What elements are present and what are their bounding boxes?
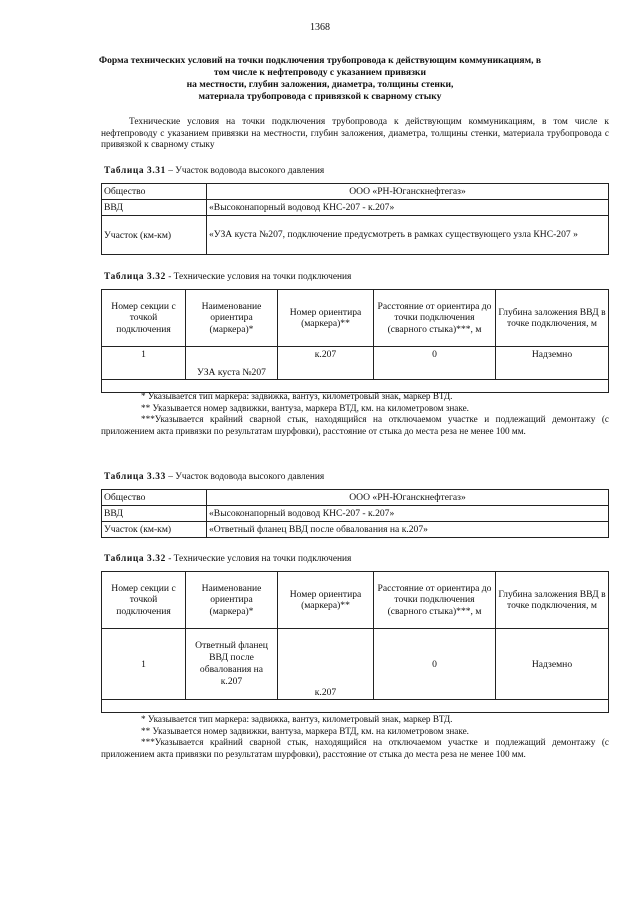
table-333	[101, 489, 609, 538]
table-row	[102, 522, 609, 538]
table-331-caption	[104, 166, 324, 176]
page-number: 1368	[310, 22, 330, 33]
cell-name: Ответный фланец ВВД после обвалования на к.207	[186, 629, 278, 700]
note-2: ** Указывается номер задвижки, вантуза, маркера ВТД, км. на километровом знаке.	[141, 725, 469, 736]
cell-section: 1	[102, 629, 186, 700]
caption-label: Таблица 3.32	[104, 272, 166, 282]
header-cell: Номер секции с точкой подключения	[102, 572, 186, 629]
notes-a	[101, 391, 609, 437]
row-label: ВВД	[102, 506, 207, 522]
row-label: Общество	[102, 184, 207, 200]
table-333-caption	[104, 472, 324, 482]
table-332a-caption	[104, 272, 351, 282]
table-332b	[101, 571, 609, 713]
table-row	[102, 200, 609, 216]
caption-label: Таблица 3.33	[104, 472, 166, 482]
cell-section: 1	[102, 347, 186, 380]
row-value: «Высоконапорный водовод КНС-207 - к.207»	[207, 506, 609, 522]
table-332b-caption	[104, 554, 351, 564]
heading-line: материала трубопровода с привязкой к сварному стыку	[198, 91, 442, 102]
table-row	[102, 506, 609, 522]
table-331	[101, 183, 609, 255]
heading-line: том числе к нефтепроводу с указанием привязки	[214, 67, 426, 78]
caption-label: Таблица 3.31	[104, 166, 166, 176]
table-row	[102, 347, 609, 380]
document-heading	[95, 55, 545, 103]
header-cell: Глубина заложения ВВД в точке подключения, м	[496, 290, 609, 347]
table-332a	[101, 289, 609, 393]
table-row	[102, 490, 609, 506]
heading-line: Форма технических условий на точки подключения трубопровода к действующим коммуникациям, в	[98, 55, 542, 66]
table-row	[102, 184, 609, 200]
table-empty-row	[102, 700, 609, 713]
row-label: ВВД	[102, 200, 207, 216]
row-label: Участок (км-км)	[102, 216, 207, 255]
row-value: ООО «РН-Юганскнефтегаз»	[207, 184, 609, 200]
note-2: ** Указывается номер задвижки, вантуза, маркера ВТД, км. на километровом знаке.	[141, 402, 469, 413]
note-3: ***Указывается крайний сварной стык, находящийся на отключаемом участке и подлежащий демонтажу (с приложением акта привязки по результатам шурфовки), расстояние от стыка до места реза не менее 100 мм.	[101, 414, 609, 436]
table-row	[102, 216, 609, 255]
cell-number: к.207	[278, 347, 374, 380]
caption-text: - Технические условия на точки подключения	[165, 272, 352, 282]
header-cell: Номер секции с точкой подключения	[102, 290, 186, 347]
header-cell: Глубина заложения ВВД в точке подключения, м	[496, 572, 609, 629]
caption-text: - Технические условия на точки подключения	[165, 554, 352, 564]
caption-text: – Участок водовода высокого давления	[165, 166, 325, 176]
header-cell: Наименование ориентира (маркера)*	[186, 572, 278, 629]
notes-b	[101, 714, 609, 760]
row-label: Общество	[102, 490, 207, 506]
cell-depth: Надземно	[496, 347, 609, 380]
header-cell: Номер ориентира (маркера)**	[278, 290, 374, 347]
header-cell: Расстояние от ориентира до точки подключения (сварного стыка)***, м	[374, 290, 496, 347]
note-3: ***Указывается крайний сварной стык, находящийся на отключаемом участке и подлежащий демонтажу (с приложением акта привязки по результатам шурфовки), расстояние от стыка до места реза не менее 100 мм.	[101, 737, 609, 759]
cell-name: УЗА куста №207	[186, 347, 278, 380]
header-cell: Расстояние от ориентира до точки подключения (сварного стыка)***, м	[374, 572, 496, 629]
intro-paragraph: Технические условия на точки подключения трубопровода к действующим коммуникациям, в том числе к нефтепроводу с указанием привязки на местности, глубин заложения, диаметра, толщины стенки, материала трубопровода с привязкой к сварному стыку	[101, 117, 609, 150]
cell-depth: Надземно	[496, 629, 609, 700]
row-value: «УЗА куста №207, подключение предусмотреть в рамках существующего узла КНС-207 »	[207, 216, 609, 255]
header-cell: Номер ориентира (маркера)**	[278, 572, 374, 629]
caption-label: Таблица 3.32	[104, 554, 166, 564]
cell-distance: 0	[374, 629, 496, 700]
row-value: «Ответный фланец ВВД после обвалования на к.207»	[207, 522, 609, 538]
note-1: * Указывается тип маркера: задвижка, вантуз, километровый знак, маркер ВТД.	[141, 391, 453, 401]
cell-number: к.207	[278, 629, 374, 700]
row-label: Участок (км-км)	[102, 522, 207, 538]
note-1: * Указывается тип маркера: задвижка, вантуз, километровый знак, маркер ВТД.	[141, 714, 453, 724]
cell-distance: 0	[374, 347, 496, 380]
table-header-row	[102, 290, 609, 347]
caption-text: – Участок водовода высокого давления	[165, 472, 325, 482]
table-header-row	[102, 572, 609, 629]
row-value: ООО «РН-Юганскнефтегаз»	[207, 490, 609, 506]
row-value: «Высоконапорный водовод КНС-207 - к.207»	[207, 200, 609, 216]
table-row	[102, 629, 609, 700]
heading-line: на местности, глубин заложения, диаметра, толщины стенки,	[186, 79, 454, 90]
header-cell: Наименование ориентира (маркера)*	[186, 290, 278, 347]
